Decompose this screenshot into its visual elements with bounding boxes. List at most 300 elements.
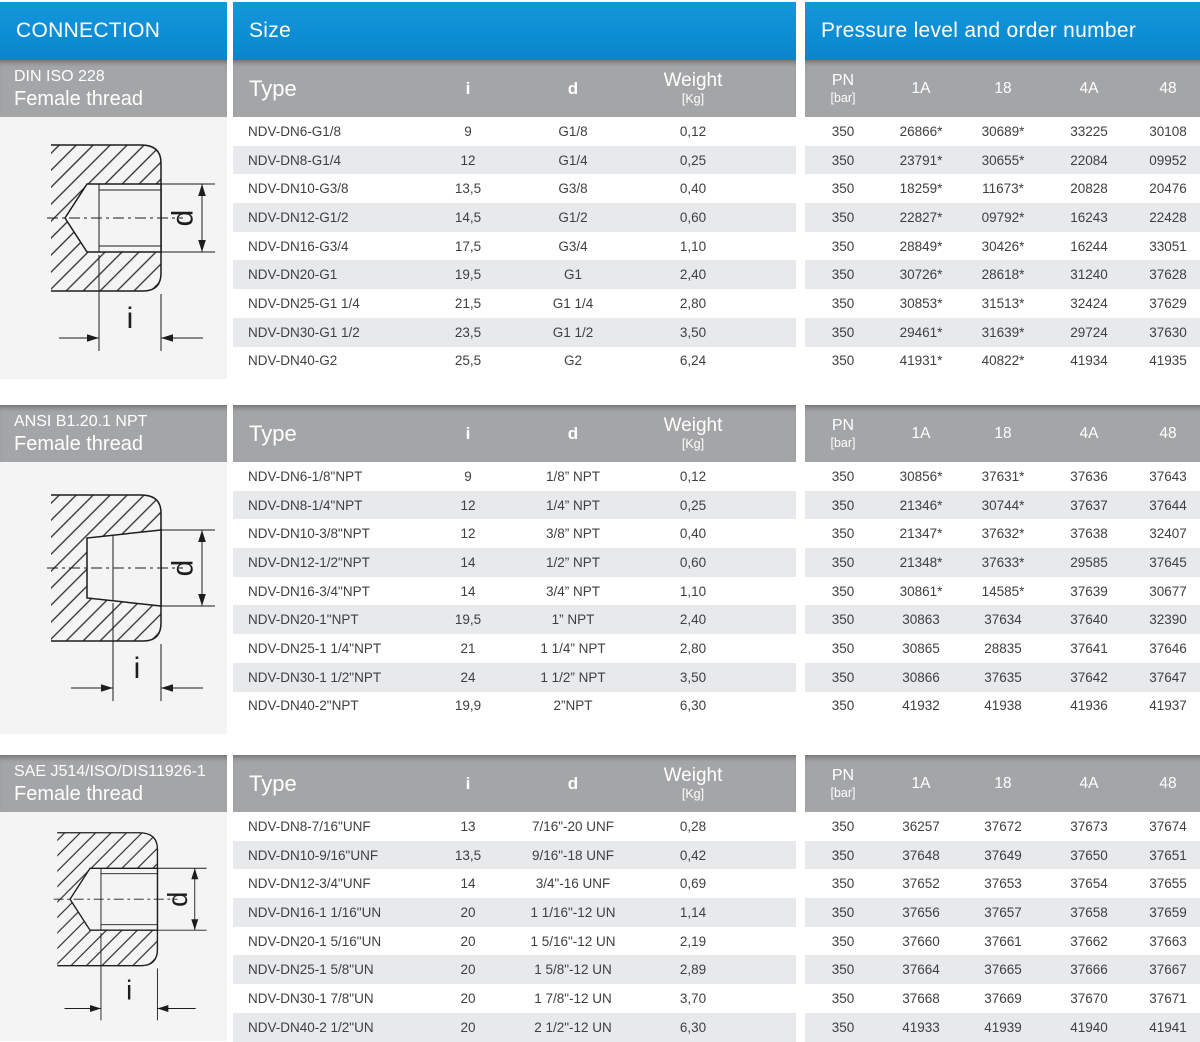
size-table-row (233, 117, 796, 146)
pn-cell: 350 (831, 209, 855, 225)
order-4a-cell: 37654 (1070, 876, 1108, 892)
connection-header (0, 2, 227, 60)
size-table-row (233, 174, 796, 203)
type-cell: NDV-DN6-1/8"NPT (248, 468, 363, 484)
order-1a-cell: 23791* (899, 152, 943, 168)
order-4a-cell: 41934 (1070, 353, 1108, 369)
order-48-cell: 09952 (1149, 152, 1187, 168)
order-1a-cell: 30726* (899, 267, 943, 283)
type-cell: NDV-DN40-G2 (248, 353, 338, 369)
size-table-body (233, 462, 796, 720)
order-48-cell: 37667 (1149, 962, 1187, 978)
col-i: i (465, 773, 471, 793)
order-table-row (805, 548, 1200, 577)
col-1a: 1A (911, 774, 931, 792)
order-4a-cell: 37639 (1070, 583, 1108, 599)
i-cell: 12 (460, 526, 476, 542)
order-1a-cell: 37656 (902, 904, 940, 920)
pn-cell: 350 (831, 152, 855, 168)
pn-cell: 350 (831, 847, 855, 863)
type-cell: NDV-DN16-1 1/16"UN (248, 904, 382, 920)
pn-cell: 350 (831, 876, 855, 892)
weight-cell: 3,70 (679, 990, 707, 1006)
order-table-row (805, 984, 1200, 1013)
connection-header-label: CONNECTION (16, 19, 161, 42)
order-18-cell: 31513* (981, 295, 1025, 311)
order-1a-cell: 21348* (899, 554, 943, 570)
col-18: 18 (994, 774, 1012, 792)
section-ansi-npt (0, 405, 1200, 734)
order-1a-cell: 18259* (899, 181, 943, 197)
col-i: i (465, 423, 471, 443)
pn-cell: 350 (831, 497, 855, 513)
d-cell: 1 5/8"-12 UN (534, 962, 612, 978)
order-table-row (805, 462, 1200, 491)
type-cell: NDV-DN30-1 1/2"NPT (248, 669, 382, 685)
col-pn: PN [bar] (830, 72, 856, 105)
pn-cell: 350 (831, 1019, 855, 1035)
pn-cell: 350 (831, 324, 855, 340)
weight-cell: 0,40 (679, 526, 707, 542)
i-cell: 21,5 (454, 295, 482, 311)
type-cell: NDV-DN12-1/2"NPT (248, 554, 370, 570)
i-cell: 14,5 (454, 209, 482, 225)
d-cell: G1 (563, 267, 582, 283)
order-4a-cell: 37662 (1070, 933, 1108, 949)
i-cell: 14 (460, 554, 476, 570)
svg-text:i: i (126, 301, 133, 335)
d-cell: 1 1/4” NPT (540, 640, 606, 656)
order-18-cell: 28618* (981, 267, 1025, 283)
order-1a-cell: 28849* (899, 238, 943, 254)
weight-cell: 2,19 (679, 933, 707, 949)
order-48-cell: 37645 (1149, 554, 1187, 570)
order-4a-cell: 37636 (1070, 468, 1108, 484)
pn-cell: 350 (831, 583, 855, 599)
weight-cell: 6,30 (679, 1019, 707, 1035)
order-18-cell: 11673* (982, 181, 1024, 197)
order-48-cell: 30108 (1149, 123, 1187, 139)
standard-label (0, 755, 227, 812)
type-cell: NDV-DN25-G1 1/4 (248, 295, 360, 311)
i-cell: 9 (464, 123, 472, 139)
size-header-label: Size (249, 19, 292, 42)
i-cell: 13,5 (454, 181, 482, 197)
col-18: 18 (994, 79, 1012, 97)
size-table-row (233, 347, 796, 376)
order-4a-cell: 37673 (1070, 818, 1108, 834)
order-48-cell: 22428 (1149, 209, 1187, 225)
pn-cell: 350 (831, 238, 855, 254)
order-4a-cell: 37650 (1070, 847, 1108, 863)
order-48-cell: 37647 (1149, 669, 1187, 685)
pn-cell: 350 (831, 933, 855, 949)
order-48-cell: 37651 (1149, 847, 1187, 863)
size-table-header (233, 755, 796, 812)
d-cell: 1 7/8"-12 UN (534, 990, 612, 1006)
d-cell: 3/4” NPT (545, 583, 600, 599)
weight-cell: 3,50 (679, 669, 707, 685)
i-cell: 9 (464, 468, 472, 484)
i-cell: 12 (460, 152, 476, 168)
order-table-header (805, 60, 1200, 117)
weight-cell: 2,89 (679, 962, 707, 978)
size-table-row (233, 692, 796, 721)
order-table-row (805, 955, 1200, 984)
order-table-row (805, 841, 1200, 870)
i-cell: 14 (460, 876, 476, 892)
size-header (233, 2, 796, 60)
d-cell: G2 (563, 353, 582, 369)
type-cell: NDV-DN16-3/4"NPT (248, 583, 370, 599)
order-table-body (805, 462, 1200, 720)
thread-type: Female thread (14, 87, 143, 110)
pn-cell: 350 (831, 669, 855, 685)
order-48-cell: 37671 (1149, 990, 1187, 1006)
order-table-body (805, 812, 1200, 1042)
order-18-cell: 31639* (981, 324, 1025, 340)
order-18-cell: 37631* (981, 468, 1025, 484)
thread-drawing-parallel (28, 820, 214, 1034)
size-table-body (233, 812, 796, 1042)
type-cell: NDV-DN12-G1/2 (248, 209, 349, 225)
type-cell: NDV-DN20-G1 (248, 267, 338, 283)
order-18-cell: 37632* (981, 526, 1025, 542)
thread-type: Female thread (14, 432, 143, 455)
weight-cell: 0,25 (679, 152, 707, 168)
col-type: Type (249, 770, 297, 796)
order-48-cell: 37659 (1149, 904, 1187, 920)
d-cell: 1 5/16"-12 UN (530, 933, 616, 949)
size-table-row (233, 577, 796, 606)
pn-cell: 350 (831, 468, 855, 484)
pn-cell: 350 (831, 640, 855, 656)
order-table-row (805, 869, 1200, 898)
d-cell: 1/2” NPT (545, 554, 600, 570)
type-cell: NDV-DN40-2"NPT (248, 698, 359, 714)
i-cell: 20 (460, 904, 476, 920)
i-cell: 12 (460, 497, 476, 513)
order-18-cell: 37657 (984, 904, 1022, 920)
weight-cell: 0,25 (679, 497, 707, 513)
order-18-cell: 40822* (981, 353, 1025, 369)
order-48-cell: 37663 (1149, 933, 1187, 949)
i-cell: 20 (460, 990, 476, 1006)
order-4a-cell: 37658 (1070, 904, 1108, 920)
order-table-row (805, 1013, 1200, 1042)
order-18-cell: 37669 (984, 990, 1022, 1006)
d-cell: G1/4 (558, 152, 588, 168)
size-table-body (233, 117, 796, 375)
order-4a-cell: 37640 (1070, 612, 1108, 628)
order-4a-cell: 37666 (1070, 962, 1108, 978)
order-table-row (805, 289, 1200, 318)
size-table-row (233, 491, 796, 520)
thread-type: Female thread (14, 782, 143, 805)
size-table-row (233, 260, 796, 289)
pn-cell: 350 (831, 267, 855, 283)
i-cell: 23,5 (454, 324, 482, 340)
d-cell: 9/16"-18 UNF (531, 847, 615, 863)
pressure-header-label: Pressure level and order number (821, 19, 1137, 42)
order-4a-cell: 33225 (1070, 123, 1108, 139)
order-18-cell: 37672 (984, 818, 1022, 834)
order-48-cell: 41937 (1149, 698, 1187, 714)
d-cell: 1 1/16"-12 UN (530, 904, 616, 920)
size-table-row (233, 146, 796, 175)
order-48-cell: 37630 (1149, 324, 1187, 340)
d-cell: G3/4 (558, 238, 588, 254)
i-cell: 20 (460, 933, 476, 949)
size-table-row (233, 984, 796, 1013)
size-table-row (233, 548, 796, 577)
type-cell: NDV-DN20-1 5/16"UN (248, 933, 382, 949)
order-48-cell: 37644 (1149, 497, 1187, 513)
size-table-row (233, 289, 796, 318)
order-table-header (805, 405, 1200, 462)
pn-cell: 350 (831, 962, 855, 978)
weight-cell: 0,40 (679, 181, 707, 197)
order-18-cell: 14585* (981, 583, 1025, 599)
order-1a-cell: 37664 (902, 962, 940, 978)
order-4a-cell: 32424 (1070, 295, 1108, 311)
order-4a-cell: 20828 (1070, 181, 1108, 197)
thread-drawing-tapered (19, 481, 223, 716)
d-cell: 2 1/2"-12 UN (534, 1019, 612, 1035)
col-weight: Weight [Kg] (663, 765, 723, 802)
standard-name: DIN ISO 228 (14, 67, 105, 85)
order-table-row (805, 898, 1200, 927)
col-type: Type (249, 75, 297, 101)
order-table-row (805, 117, 1200, 146)
order-18-cell: 41939 (984, 1019, 1022, 1035)
order-table-row (805, 174, 1200, 203)
d-cell: 1 1/2” NPT (540, 669, 606, 685)
order-48-cell: 37643 (1149, 468, 1187, 484)
weight-cell: 1,14 (679, 904, 707, 920)
size-table-row (233, 318, 796, 347)
svg-text:i: i (125, 973, 132, 1005)
order-48-cell: 37628 (1149, 267, 1187, 283)
order-table-row (805, 203, 1200, 232)
drawing-panel (0, 812, 227, 1041)
order-18-cell: 37635 (984, 669, 1022, 685)
order-4a-cell: 22084 (1070, 152, 1108, 168)
standard-name: SAE J514/ISO/DIS11926-1 (14, 762, 206, 780)
pn-cell: 350 (831, 818, 855, 834)
section-din-iso-228 (0, 2, 1200, 379)
order-1a-cell: 37668 (902, 990, 940, 1006)
size-table-header (233, 405, 796, 462)
col-1a: 1A (911, 424, 931, 442)
col-1a: 1A (911, 79, 931, 97)
svg-text:d: d (166, 209, 199, 226)
order-18-cell: 37653 (984, 876, 1022, 892)
col-pn: PN [bar] (830, 417, 856, 450)
size-table-row (233, 812, 796, 841)
order-table-row (805, 519, 1200, 548)
svg-text:d: d (166, 559, 199, 576)
type-cell: NDV-DN10-9/16"UNF (248, 847, 379, 863)
size-table-row (233, 898, 796, 927)
size-table-row (233, 927, 796, 956)
type-cell: NDV-DN10-3/8"NPT (248, 526, 370, 542)
type-cell: NDV-DN8-G1/4 (248, 152, 342, 168)
order-1a-cell: 30853* (899, 295, 943, 311)
weight-cell: 0,60 (679, 209, 707, 225)
col-18: 18 (994, 424, 1012, 442)
i-cell: 19,5 (454, 612, 482, 628)
i-cell: 20 (460, 1019, 476, 1035)
type-cell: NDV-DN10-G3/8 (248, 181, 349, 197)
weight-cell: 1,10 (679, 583, 707, 599)
i-cell: 19,5 (454, 267, 482, 283)
order-4a-cell: 37638 (1070, 526, 1108, 542)
pn-cell: 350 (831, 353, 855, 369)
order-18-cell: 37633* (981, 554, 1025, 570)
order-1a-cell: 29461* (899, 324, 943, 340)
size-table-row (233, 1013, 796, 1042)
col-48: 48 (1159, 774, 1177, 792)
svg-text:d: d (161, 891, 193, 907)
standard-label (0, 405, 227, 462)
order-48-cell: 20476 (1149, 181, 1187, 197)
col-pn: PN [bar] (830, 767, 856, 800)
weight-cell: 0,60 (679, 554, 707, 570)
standard-name: ANSI B1.20.1 NPT (14, 412, 148, 430)
weight-cell: 6,30 (679, 698, 707, 714)
order-18-cell: 30655* (981, 152, 1025, 168)
pn-cell: 350 (831, 554, 855, 570)
d-cell: G1 1/4 (552, 295, 594, 311)
d-cell: 2”NPT (553, 698, 593, 714)
section-sae-unf (0, 755, 1200, 1042)
order-table-row (805, 347, 1200, 376)
i-cell: 13,5 (454, 847, 482, 863)
size-table-row (233, 663, 796, 692)
type-cell: NDV-DN25-1 1/4"NPT (248, 640, 382, 656)
pn-cell: 350 (831, 698, 855, 714)
order-1a-cell: 26866* (899, 123, 943, 139)
order-1a-cell: 41931* (899, 353, 943, 369)
order-4a-cell: 41940 (1070, 1019, 1108, 1035)
col-4a: 4A (1079, 79, 1099, 97)
order-4a-cell: 37641 (1070, 640, 1108, 656)
col-4a: 4A (1079, 424, 1099, 442)
type-cell: NDV-DN12-3/4"UNF (248, 876, 371, 892)
order-48-cell: 41941 (1149, 1019, 1187, 1035)
size-table-row (233, 605, 796, 634)
pn-cell: 350 (831, 123, 855, 139)
d-cell: 1” NPT (551, 612, 595, 628)
weight-cell: 0,12 (679, 123, 707, 139)
pressure-header (805, 2, 1200, 60)
size-table-row (233, 232, 796, 261)
order-1a-cell: 22827* (899, 209, 943, 225)
type-cell: NDV-DN8-7/16"UNF (248, 818, 371, 834)
order-18-cell: 37649 (984, 847, 1022, 863)
order-table-row (805, 692, 1200, 721)
thread-drawing-parallel (19, 131, 223, 366)
type-cell: NDV-DN30-G1 1/2 (248, 324, 360, 340)
col-4a: 4A (1079, 774, 1099, 792)
order-48-cell: 33051 (1149, 238, 1187, 254)
order-table-row (805, 318, 1200, 347)
d-cell: 7/16"-20 UNF (531, 818, 615, 834)
size-table-header (233, 60, 796, 117)
type-cell: NDV-DN30-1 7/8"UN (248, 990, 374, 1006)
order-1a-cell: 30863 (902, 612, 940, 628)
weight-cell: 0,42 (679, 847, 707, 863)
size-table-row (233, 869, 796, 898)
order-4a-cell: 41936 (1070, 698, 1108, 714)
order-48-cell: 37646 (1149, 640, 1187, 656)
order-1a-cell: 21347* (899, 526, 943, 542)
order-48-cell: 37629 (1149, 295, 1187, 311)
pn-cell: 350 (831, 990, 855, 1006)
i-cell: 25,5 (454, 353, 482, 369)
col-weight: Weight [Kg] (663, 415, 723, 452)
order-1a-cell: 30865 (902, 640, 940, 656)
i-cell: 19,9 (454, 698, 482, 714)
col-d: d (567, 773, 579, 793)
i-cell: 13 (460, 818, 476, 834)
type-cell: NDV-DN6-G1/8 (248, 123, 342, 139)
order-table-row (805, 605, 1200, 634)
order-18-cell: 09792* (981, 209, 1025, 225)
order-table-row (805, 232, 1200, 261)
weight-cell: 6,24 (679, 353, 707, 369)
pn-cell: 350 (831, 181, 855, 197)
standard-label (0, 60, 227, 117)
order-table-row (805, 663, 1200, 692)
order-48-cell: 32407 (1149, 526, 1187, 542)
weight-cell: 3,50 (679, 324, 707, 340)
col-i: i (465, 78, 471, 98)
order-table-row (805, 260, 1200, 289)
weight-cell: 2,40 (679, 267, 707, 283)
order-18-cell: 30744* (981, 497, 1025, 513)
col-48: 48 (1159, 79, 1177, 97)
d-cell: G1/8 (558, 123, 588, 139)
order-table-row (805, 491, 1200, 520)
order-table-row (805, 812, 1200, 841)
order-4a-cell: 29585 (1070, 554, 1108, 570)
order-4a-cell: 37670 (1070, 990, 1108, 1006)
order-18-cell: 37661 (984, 933, 1022, 949)
order-1a-cell: 37652 (902, 876, 940, 892)
weight-cell: 2,40 (679, 612, 707, 628)
order-1a-cell: 37660 (902, 933, 940, 949)
order-4a-cell: 16244 (1070, 238, 1108, 254)
weight-cell: 1,10 (679, 238, 707, 254)
type-cell: NDV-DN25-1 5/8"UN (248, 962, 374, 978)
order-48-cell: 32390 (1149, 612, 1187, 628)
order-18-cell: 30689* (981, 123, 1025, 139)
pn-cell: 350 (831, 295, 855, 311)
order-18-cell: 41938 (984, 698, 1022, 714)
d-cell: 3/8” NPT (545, 526, 600, 542)
size-table-row (233, 841, 796, 870)
order-1a-cell: 21346* (899, 497, 943, 513)
order-1a-cell: 30866 (902, 669, 940, 685)
order-table-body (805, 117, 1200, 375)
order-18-cell: 37634 (984, 612, 1022, 628)
d-cell: 1/8” NPT (545, 468, 600, 484)
type-cell: NDV-DN20-1"NPT (248, 612, 359, 628)
size-table-row (233, 462, 796, 491)
order-table-row (805, 577, 1200, 606)
